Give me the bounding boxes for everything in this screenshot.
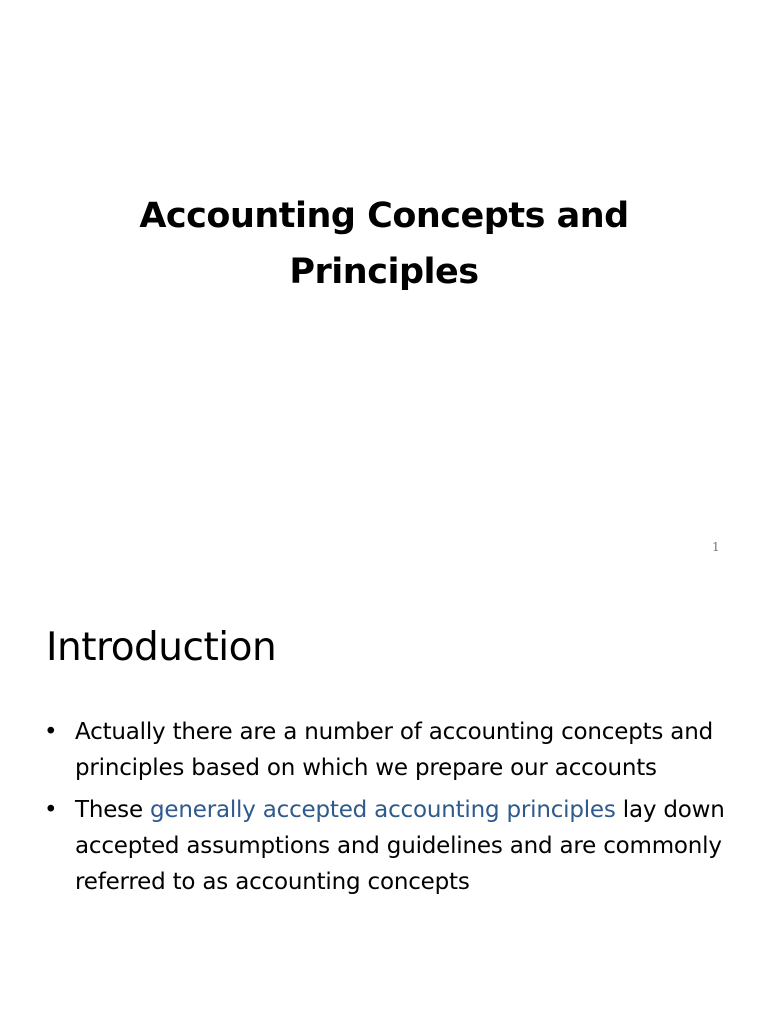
page-number: 1 <box>712 540 720 554</box>
slide-title-line-1: Accounting Concepts and <box>139 196 629 236</box>
bullet-text-prefix: These <box>75 797 151 823</box>
bullet-item <box>44 714 734 786</box>
bullet-item <box>44 792 734 900</box>
bullet-text: Actually there are a number of accounting concepts and principles based on which we prepare our accounts <box>75 719 713 781</box>
slide-title <box>84 188 684 300</box>
slide-title-line-2: Principles <box>289 252 479 292</box>
bullet-dot-icon: • <box>44 719 58 745</box>
bullet-list <box>44 714 734 906</box>
bullet-text-suffix: lay down accepted assumptions and guidelines and are commonly referred to as accounting concepts <box>75 797 725 895</box>
highlighted-term: generally accepted accounting principles <box>150 797 616 823</box>
section-heading: Introduction <box>46 625 277 670</box>
bullet-dot-icon: • <box>44 797 58 823</box>
